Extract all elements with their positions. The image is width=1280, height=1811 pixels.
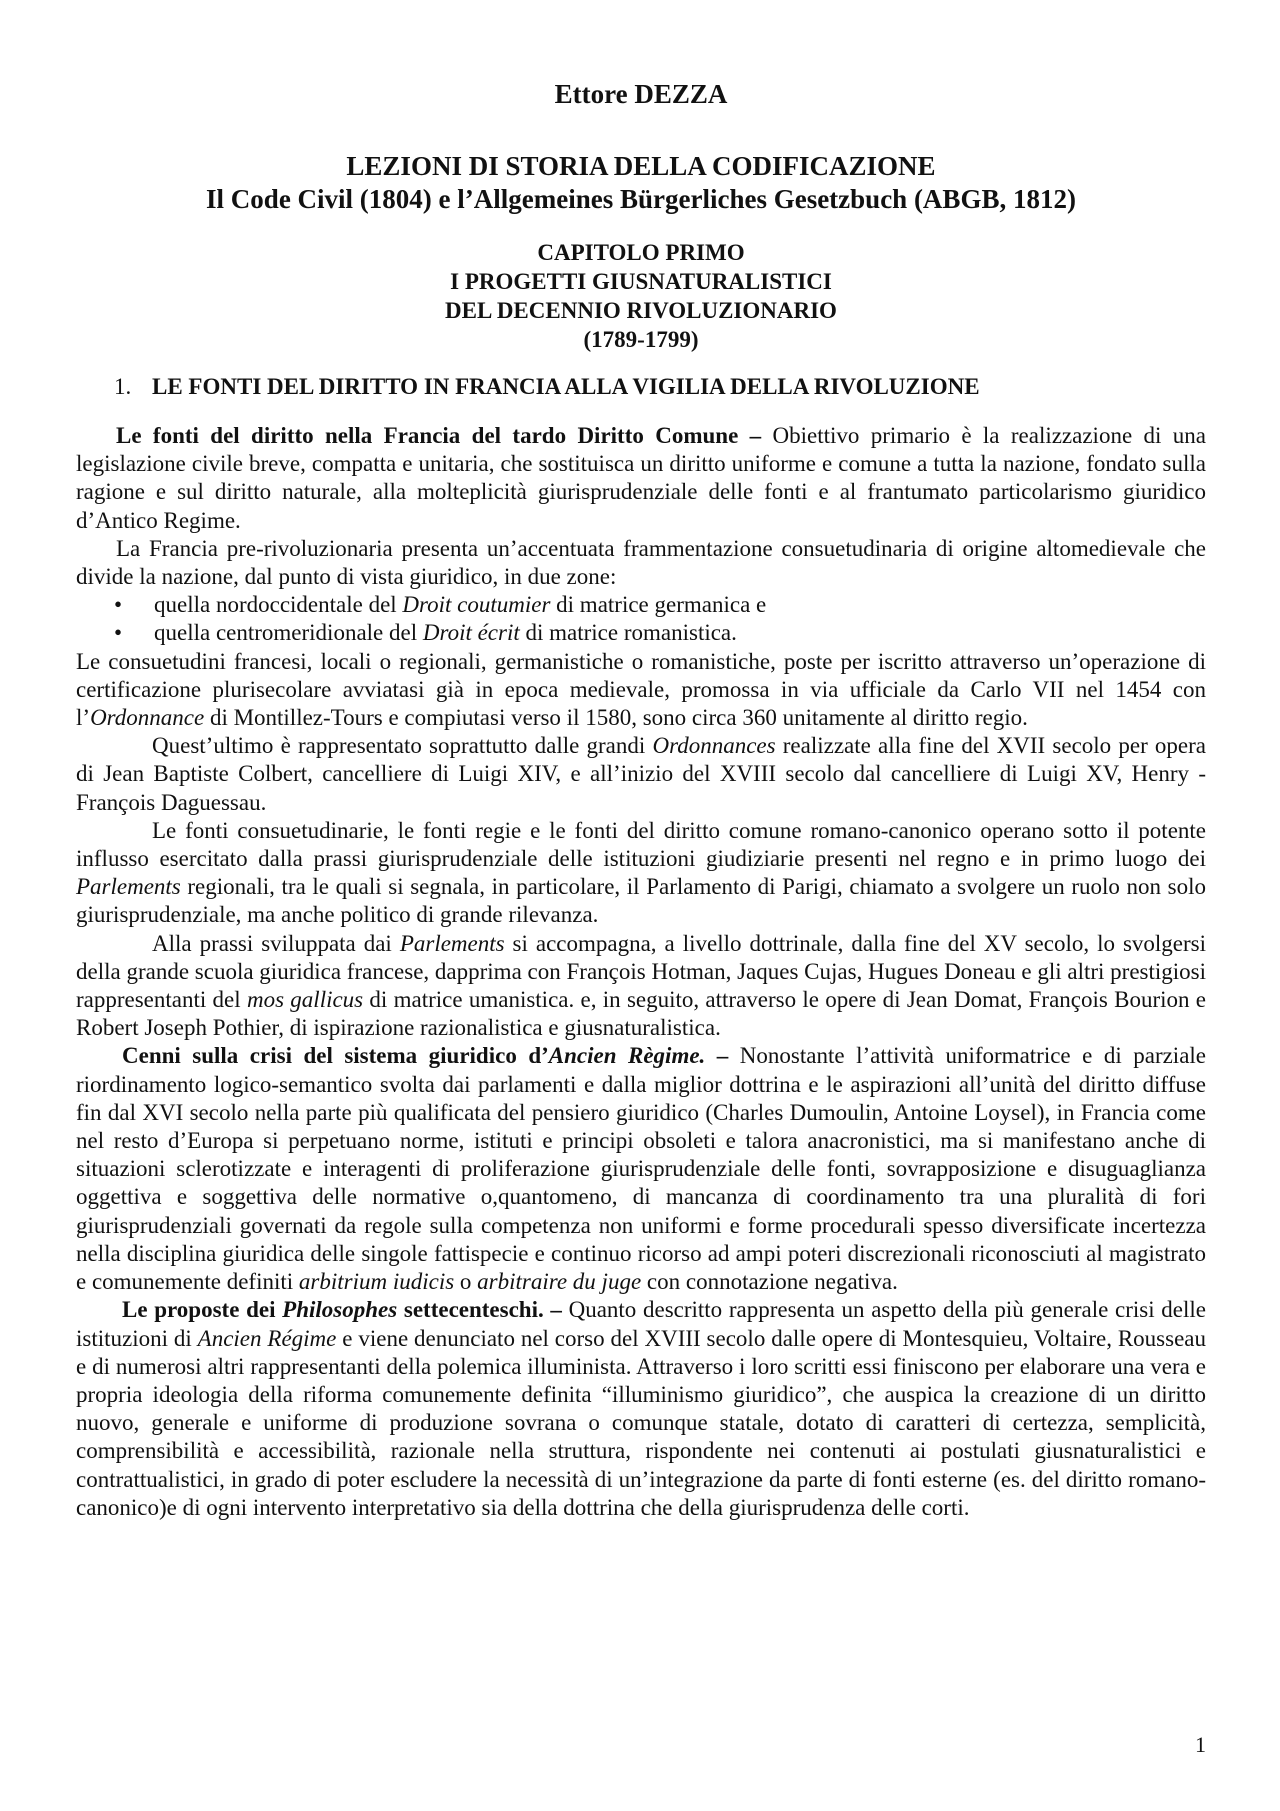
paragraph-text: Nonostante l’attività uniformatrice e di parziale riordinamento logico-semantico svolta dai parlamenti e dalla miglior dottrina e le aspirazioni all’unità del diritto diffuse fin dal XVI secolo nella parte più qualificata del pensiero giuridico (Charles Dumoulin, Antoine Loysel), in Francia come nel resto d’Europa si perpetuano norme, istituti e principi obsoleti e talora anacronistici, ma si manifestano anche di situazioni sclerotizzate e interagenti di proliferazione giurisprudenziale delle fonti, sovrapposizione e disuguaglianza oggettiva e soggettiva delle normative o,quantomeno, di mancanza di coordinamento tra una pluralità di fori giurisprudenziali governati da regole sulla competenza non uniformi e forme procedurali spesso diversificate incertezza nella disciplina giuridica delle singole fattispecie e continuo ricorso ad ampi poteri discrezionali riconosciuti al magistrato e comunemente definiti [76, 1043, 1207, 1295]
paragraph-heading [122, 1297, 562, 1322]
italic-term: arbitrium iudicis [298, 1269, 455, 1295]
heading-text: settecenteschi. – [397, 1297, 562, 1323]
paragraph-text: si accompagna, a livello dottrinale, dalla fine del XV secolo, lo svolgersi della grande scuola giuridica francese, dapprima con François Hotman, Jaques Cujas, Hugues Doneau e gli altri prestigiosi rappresentanti del [76, 930, 1206, 1013]
list-item-term: Droit coutumier [402, 592, 551, 618]
heading-term: Philosophes [282, 1297, 398, 1323]
paragraph-ordonnances [76, 732, 1206, 817]
italic-term: mos gallicus [246, 987, 364, 1013]
italic-term: Ordonnances [652, 733, 776, 759]
chapter-dates: (1789-1799) [583, 327, 699, 352]
document-subtitle: Il Code Civil (1804) e l’Allgemeines Bürgerliches Gesetzbuch (ABGB, 1812) [206, 184, 1076, 214]
list-item [76, 619, 1206, 647]
paragraph-text: di Montillez-Tours e compiutasi verso il 1580, sono circa 360 unitamente al diritto regio. [204, 705, 1028, 731]
paragraph-text: Quanto descritto rappresenta un aspetto della più generale crisi delle istituzioni di [76, 1297, 1206, 1351]
list-item [76, 591, 1206, 619]
author-name: Ettore DEZZA [554, 79, 728, 109]
italic-term: Ancien Régime [197, 1325, 337, 1351]
paragraph-philosophes [76, 1296, 1206, 1522]
paragraph-scuola [76, 930, 1206, 1043]
paragraph-crisi [76, 1042, 1206, 1296]
paragraph-fonti [76, 422, 1206, 535]
list-item-text: di matrice romanistica. [519, 620, 737, 646]
chapter-title-line1: I PROGETTI GIUSNATURALISTICI [450, 269, 832, 294]
paragraph-text: e viene denunciato nel corso del XVIII secolo dalle opere di Montesquieu, Voltaire, Rousseau e di numerosi altri rappresentanti della polemica illuminista. Attraverso i loro scritti essi finiscono per elaborare una vera e propria ideologia della riforma comunemente definita “illuminismo giuridico”, che auspica la creazione di un diritto nuovo, generale e uniforme di produzione sovrana o comunque statale, dotato di caratteri di certezza, semplicità, comprensibilità e accessibilità, razionale nella struttura, rispondente nei contenuti ai postulati giusnaturalistici e contrattualistici, in grado di poter escludere la necessità di un’integrazione da parte di fonti esterne (es. del diritto romano-canonico)e di ogni intervento interpretativo sia della dottrina che della giurisprudenza delle corti. [76, 1325, 1207, 1520]
italic-term: Parlements [399, 930, 505, 956]
italic-term: arbitraire du juge [477, 1269, 642, 1295]
heading-text: Le proposte dei [122, 1297, 283, 1323]
heading-term: Ancien Règime. [548, 1043, 706, 1069]
chapter-title-line2: DEL DECENNIO RIVOLUZIONARIO [445, 298, 837, 323]
document-title: LEZIONI DI STORIA DELLA CODIFICAZIONE [346, 151, 936, 181]
list-item-text: quella nordoccidentale del [154, 592, 403, 618]
list-item-text: quella centromeridionale del [154, 620, 423, 646]
paragraph-text: Le consuetudini francesi, locali o regionali, germanistiche o romanistiche, poste per iscritto attraverso un’operazione di certificazione plurisecolare avviatasi già in epoca medievale, promossa in via ufficiale da Carlo VII nel 1454 con l’ [76, 648, 1206, 731]
section-heading [76, 372, 1206, 402]
page-number: 1 [1195, 1732, 1206, 1757]
paragraph-text: La Francia pre-rivoluzionaria presenta un’accentuata frammentazione consuetudinaria di origine altomedievale che divide la nazione, dal punto di vista giuridico, in due zone: [76, 535, 1206, 590]
paragraph-text: regionali, tra le quali si segnala, in particolare, il Parlamento di Parigi, chiamato a svolgere un ruolo non solo giurisprudenziale, ma anche politico di grande rilevanza. [76, 874, 1206, 928]
section-number: 1. [114, 374, 132, 399]
bullet-marker: • [114, 620, 123, 646]
zones-list [76, 591, 1206, 647]
paragraph-text: Quest’ultimo è rappresentato soprattutto dalle grandi [152, 733, 653, 759]
section-title: LE FONTI DEL DIRITTO IN FRANCIA ALLA VIGILIA DELLA RIVOLUZIONE [152, 374, 980, 399]
paragraph-text: realizzate alla fine del XVII secolo per opera di Jean Baptiste Colbert, cancelliere di Luigi XIV, e all’inizio del XVIII secolo dal cancelliere di Luigi XV, Henry - François Daguessau. [76, 733, 1206, 815]
paragraph-text: o [454, 1269, 478, 1295]
paragraph-text: di matrice umanistica. e, in seguito, attraverso le opere di Jean Domat, François Bourion e Robert Joseph Pothier, di ispirazione razionalistica e giusnaturalistica. [76, 987, 1206, 1041]
paragraph-text: Alla prassi sviluppata dai [152, 930, 400, 956]
heading-text: – [705, 1043, 729, 1069]
document-page [76, 0, 1206, 1811]
paragraph-text: Obiettivo primario è la realizzazione di una legislazione civile breve, compatta e unitaria, che sostituisca un diritto uniforme e comune a tutta la nazione, fondato sulla ragione e sul diritto naturale, alla molteplicità giurisprudenziale delle fonti e al frantumato particolarismo giuridico d’Antico Regime. [76, 423, 1206, 533]
paragraph-text: con connotazione negativa. [641, 1269, 898, 1295]
italic-term: Ordonnance [90, 705, 205, 731]
paragraph-heading: Le fonti del diritto nella Francia del tardo Diritto Comune – [116, 423, 762, 448]
chapter-number: CAPITOLO PRIMO [537, 240, 745, 265]
paragraph-text: Le fonti consuetudinarie, le fonti regie e le fonti del diritto comune romano-canonico operano sotto il potente influsso esercitato dalla prassi giurisprudenziale delle istituzioni giudiziarie presenti nel regno e in primo luogo dei [76, 817, 1206, 872]
paragraph-consuetudini [76, 648, 1206, 733]
paragraph-francia [76, 535, 1206, 591]
bullet-marker: • [114, 592, 123, 618]
list-item-text: di matrice germanica e [550, 592, 767, 618]
list-item-term: Droit écrit [422, 620, 520, 646]
heading-text: Cenni sulla crisi del sistema giuridico d’ [122, 1043, 549, 1069]
paragraph-parlements [76, 817, 1206, 930]
paragraph-heading [122, 1043, 728, 1068]
italic-term: Parlements [76, 874, 181, 900]
